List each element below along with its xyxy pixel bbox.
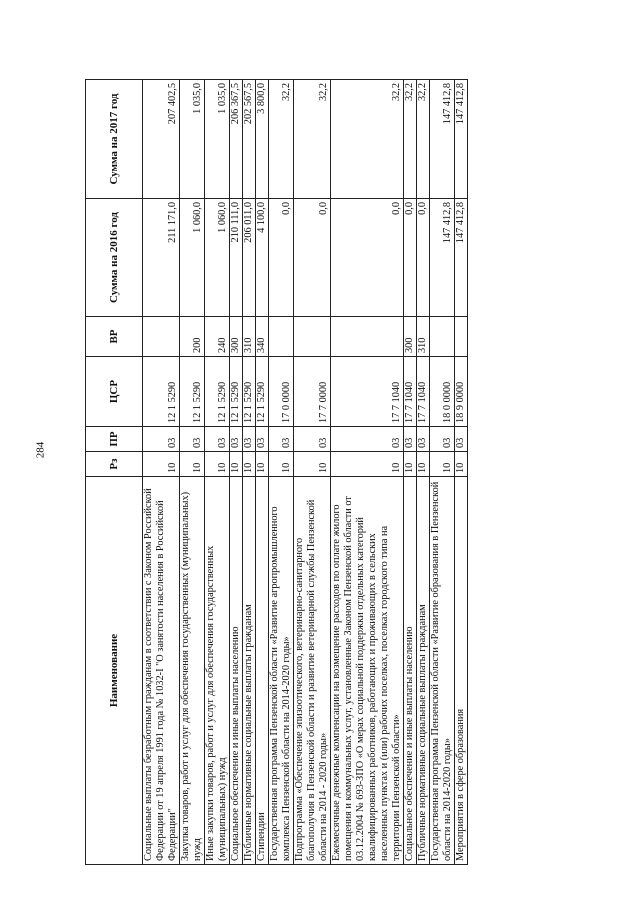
cell-name: Закупка товаров, работ и услуг для обеспечения государственных (муниципальных) нужд xyxy=(180,477,205,865)
cell-vr xyxy=(430,317,455,357)
table-row xyxy=(294,80,331,865)
cell-s16: 1 060,0 xyxy=(180,199,205,317)
cell-pr: 03 xyxy=(294,427,331,452)
header-sum-2017: Сумма на 2017 год xyxy=(86,80,143,199)
cell-name: Публичные нормативные социальные выплаты гражданам xyxy=(243,477,256,865)
cell-s17: 147 412,8 xyxy=(430,80,455,199)
cell-name: Социальные выплаты безработным гражданам в соответствии с Законом Российской Федерации от 19 апреля 1991 года № 1032-I "О занятости населения в Российской Федерации" xyxy=(143,477,180,865)
cell-csr: 12 1 5290 xyxy=(230,357,243,427)
header-csr: ЦСР xyxy=(86,357,143,427)
cell-vr xyxy=(143,317,180,357)
table-row xyxy=(455,80,468,865)
cell-pr: 03 xyxy=(430,427,455,452)
cell-rz: 10 xyxy=(269,452,294,477)
cell-name: Подпрограмма «Обеспечение эпизоотического, ветеринарно-санитарного благополучия в Пензенской области и развитие ветеринарной службы Пензенской области на 2014 - 2020 годы» xyxy=(294,477,331,865)
cell-s17: 206 367,5 xyxy=(230,80,243,199)
cell-vr: 310 xyxy=(417,317,430,357)
cell-s17: 32,2 xyxy=(331,80,404,199)
cell-s16: 211 171,0 xyxy=(143,199,180,317)
cell-name: Стипендии xyxy=(256,477,269,865)
cell-name: Социальное обеспечение и иные выплаты населению xyxy=(404,477,417,865)
cell-rz: 10 xyxy=(455,452,468,477)
header-sum-2016: Сумма на 2016 год xyxy=(86,199,143,317)
cell-name: Социальное обеспечение и иные выплаты населению xyxy=(230,477,243,865)
page-number: 284 xyxy=(34,441,47,459)
cell-pr: 03 xyxy=(331,427,404,452)
cell-vr: 300 xyxy=(230,317,243,357)
cell-s17: 147 412,8 xyxy=(455,80,468,199)
cell-rz: 10 xyxy=(417,452,430,477)
cell-name: Публичные нормативные социальные выплаты гражданам xyxy=(417,477,430,865)
table-row xyxy=(404,80,417,865)
cell-csr: 18 0 0000 xyxy=(430,357,455,427)
cell-s16: 210 111,0 xyxy=(230,199,243,317)
cell-s16: 4 100,0 xyxy=(256,199,269,317)
cell-csr: 12 1 5290 xyxy=(143,357,180,427)
cell-s17: 32,2 xyxy=(294,80,331,199)
cell-rz: 10 xyxy=(430,452,455,477)
table-row xyxy=(417,80,430,865)
header-vr: ВР xyxy=(86,317,143,357)
cell-pr: 03 xyxy=(230,427,243,452)
header-name: Наименование xyxy=(86,477,143,865)
cell-csr: 12 1 5290 xyxy=(243,357,256,427)
cell-pr: 03 xyxy=(269,427,294,452)
cell-s16: 0,0 xyxy=(269,199,294,317)
table-row xyxy=(143,80,180,865)
cell-s16: 0,0 xyxy=(404,199,417,317)
table-row xyxy=(331,80,404,865)
cell-csr: 12 1 5290 xyxy=(205,357,230,427)
cell-pr: 03 xyxy=(143,427,180,452)
cell-vr xyxy=(269,317,294,357)
cell-vr: 310 xyxy=(243,317,256,357)
cell-pr: 03 xyxy=(180,427,205,452)
cell-s16: 206 011,0 xyxy=(243,199,256,317)
cell-rz: 10 xyxy=(331,452,404,477)
table-row xyxy=(430,80,455,865)
cell-pr: 03 xyxy=(404,427,417,452)
cell-vr: 240 xyxy=(205,317,230,357)
cell-s17: 32,2 xyxy=(269,80,294,199)
cell-pr: 03 xyxy=(256,427,269,452)
cell-s17: 3 800,0 xyxy=(256,80,269,199)
cell-rz: 10 xyxy=(256,452,269,477)
table-row xyxy=(256,80,269,865)
cell-csr: 17 7 0000 xyxy=(294,357,331,427)
table-row xyxy=(180,80,205,865)
cell-s17: 1 035,0 xyxy=(205,80,230,199)
table-header-row xyxy=(86,80,143,865)
cell-s16: 147 412,8 xyxy=(430,199,455,317)
cell-rz: 10 xyxy=(143,452,180,477)
cell-rz: 10 xyxy=(243,452,256,477)
cell-csr: 17 7 1040 xyxy=(417,357,430,427)
cell-s17: 207 402,5 xyxy=(143,80,180,199)
cell-s16: 1 060,0 xyxy=(205,199,230,317)
cell-rz: 10 xyxy=(205,452,230,477)
cell-rz: 10 xyxy=(404,452,417,477)
cell-vr xyxy=(331,317,404,357)
cell-pr: 03 xyxy=(243,427,256,452)
cell-pr: 03 xyxy=(455,427,468,452)
cell-vr: 340 xyxy=(256,317,269,357)
cell-csr: 18 9 0000 xyxy=(455,357,468,427)
cell-csr: 12 1 5290 xyxy=(180,357,205,427)
cell-vr: 300 xyxy=(404,317,417,357)
header-rz: Рз xyxy=(86,452,143,477)
table-row xyxy=(230,80,243,865)
cell-name: Государственная программа Пензенской области «Развитие агропромышленного комплекса Пензенской области на 2014-2020 годы» xyxy=(269,477,294,865)
cell-s16: 0,0 xyxy=(294,199,331,317)
cell-csr: 17 0 0000 xyxy=(269,357,294,427)
table-row xyxy=(243,80,256,865)
cell-pr: 03 xyxy=(417,427,430,452)
cell-vr xyxy=(294,317,331,357)
cell-name: Государственная программа Пензенской области «Развитие образования в Пензенской области на 2014-2020 годы» xyxy=(430,477,455,865)
cell-csr: 12 1 5290 xyxy=(256,357,269,427)
cell-csr: 17 7 1040 xyxy=(331,357,404,427)
cell-s17: 1 035,0 xyxy=(180,80,205,199)
cell-csr: 17 7 1040 xyxy=(404,357,417,427)
cell-s16: 147 412,8 xyxy=(455,199,468,317)
cell-s17: 202 567,5 xyxy=(243,80,256,199)
budget-table xyxy=(85,79,468,865)
cell-s16: 0,0 xyxy=(417,199,430,317)
cell-rz: 10 xyxy=(230,452,243,477)
table-row xyxy=(269,80,294,865)
header-pr: ПР xyxy=(86,427,143,452)
cell-vr: 200 xyxy=(180,317,205,357)
cell-name: Иные закупки товаров, работ и услуг для обеспечения государственных (муниципальных) нужд xyxy=(205,477,230,865)
cell-vr xyxy=(455,317,468,357)
cell-s16: 0,0 xyxy=(331,199,404,317)
budget-table-container xyxy=(85,80,523,865)
cell-name: Мероприятия в сфере образования xyxy=(455,477,468,865)
cell-pr: 03 xyxy=(205,427,230,452)
cell-rz: 10 xyxy=(180,452,205,477)
cell-rz: 10 xyxy=(294,452,331,477)
table-row xyxy=(205,80,230,865)
cell-name: Ежемесячные денежные компенсации на возмещение расходов по оплате жилого помещения и коммунальных услуг, установленные Законом Пензенской области от 03.12.2004 № 693-ЗПО «О мерах социальной поддержки отдельных категорий квалифицированных работников, работающих и проживающих в сельских населенных пунктах и (или) рабочих поселках, поселках городского типа на территории Пензенской области» xyxy=(331,477,404,865)
cell-s17: 32,2 xyxy=(404,80,417,199)
cell-s17: 32,2 xyxy=(417,80,430,199)
